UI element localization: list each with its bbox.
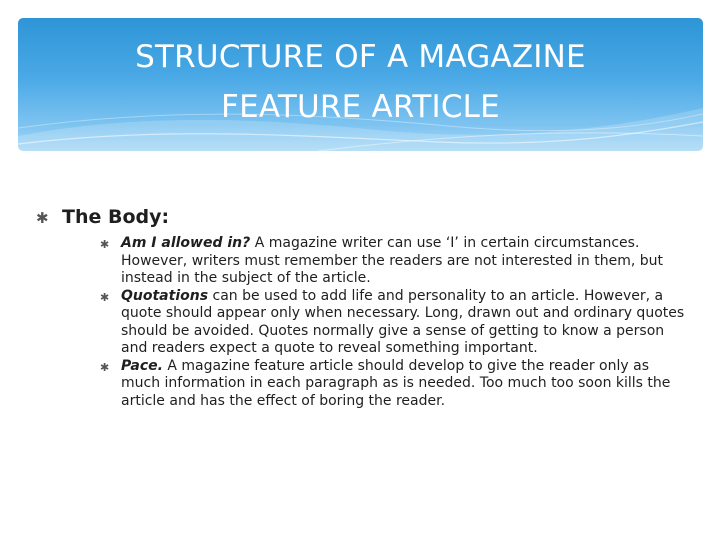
- asterisk-bullet-icon: ✱: [100, 360, 110, 374]
- item-text: A magazine writer can use ‘I’ in certain circumstances. However, writers must remember the readers are not interested in them, but instead in the subject of the article.: [121, 235, 663, 286]
- list-item: [86, 358, 686, 411]
- body-points-list: [36, 235, 686, 410]
- title-banner: [18, 18, 703, 151]
- item-lead: Am I allowed in?: [121, 235, 251, 251]
- title-line-1: STRUCTURE OF A MAGAZINE: [135, 39, 586, 75]
- slide-title: [18, 32, 703, 132]
- title-line-2: FEATURE ARTICLE: [221, 89, 500, 125]
- body-heading-item: [36, 205, 686, 229]
- slide-content: [36, 205, 686, 410]
- asterisk-bullet-icon: ✱: [36, 209, 49, 227]
- item-text: A magazine feature article should develop to give the reader only as much information in each paragraph as is needed. Too much too soon kills the article and has the effect of boring the reader.: [121, 357, 671, 409]
- item-text: can be used to add life and personality to an article. However, a quote should appear only when necessary. Long, drawn out and ordinary quotes should be avoided. Quotes normally give a sense of getting to know a person and readers expect a quote to reveal something important.: [121, 287, 685, 356]
- asterisk-bullet-icon: ✱: [100, 238, 110, 251]
- item-lead: Quotations: [121, 287, 209, 304]
- body-heading: The Body:: [62, 206, 170, 228]
- list-item: [86, 288, 686, 358]
- item-lead: Pace.: [121, 357, 163, 374]
- asterisk-bullet-icon: ✱: [100, 290, 110, 304]
- list-item: [86, 235, 686, 288]
